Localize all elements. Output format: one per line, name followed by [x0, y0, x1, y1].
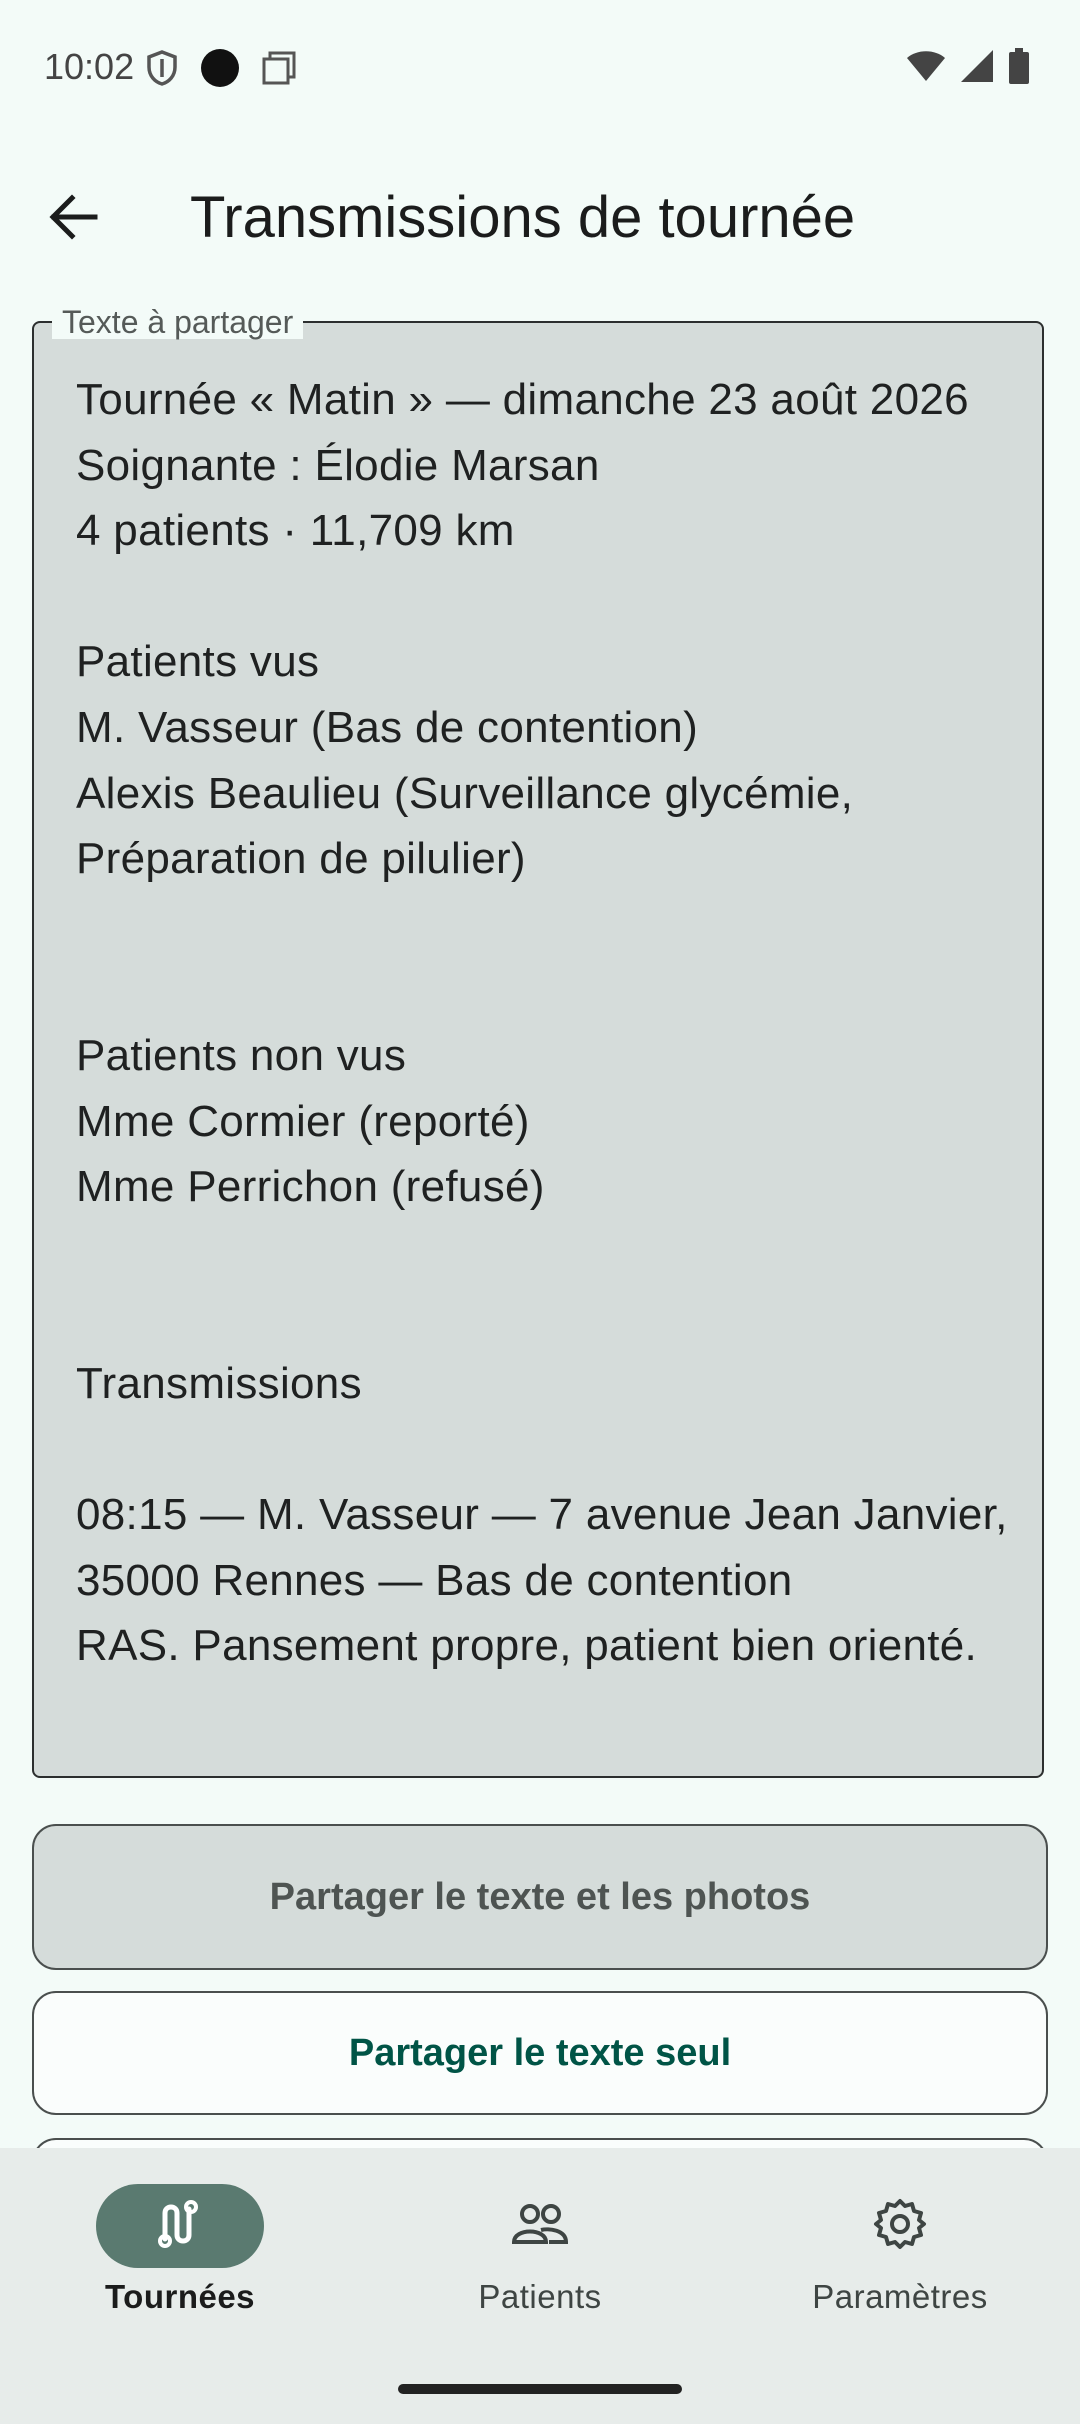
wifi-icon [906, 50, 946, 87]
route-icon [155, 2199, 205, 2254]
nav-label-patients: Patients [478, 2278, 602, 2315]
nav-item-tournees[interactable] [30, 2184, 330, 2316]
nav-label-parametres: Paramètres [812, 2278, 988, 2315]
share-text-field[interactable] [32, 304, 1044, 1778]
arrow-back-icon [48, 194, 98, 245]
screenshot-icon [262, 51, 296, 90]
nav-item-patients[interactable] [390, 2184, 690, 2316]
nav-pill-tournees [96, 2184, 264, 2268]
top-app-bar [0, 160, 1080, 272]
cellular-signal-icon [960, 50, 994, 87]
nav-pill-parametres [816, 2184, 984, 2268]
share-text-and-photos-button[interactable]: Partager le texte et les photos [32, 1824, 1048, 1970]
gear-icon [873, 2197, 927, 2256]
dot-icon [200, 48, 240, 93]
share-text-only-button[interactable]: Partager le texte seul [32, 1991, 1048, 2115]
nav-item-parametres[interactable] [750, 2184, 1050, 2316]
people-icon [511, 2202, 569, 2251]
nav-pill-patients [456, 2184, 624, 2268]
nav-label-tournees: Tournées [104, 2278, 256, 2315]
share-text-content[interactable]: Tournée « Matin » — dimanche 23 août 2026 Soignante : Élodie Marsan 4 patients · 11,709 km Patients vus M. Vasseur (Bas de contention) Alexis Beaulieu (Surveillance glycémie, Préparation de pilulier) Patients non vus Mme Cormier (reporté) Mme Perrichon (refusé) Transmissions 08:15 — M. Vasseur — 7 avenue Jean Janvier, 35000 Rennes — Bas de contention RAS. Pansement propre, patient bien orienté. [76, 375, 1008, 1671]
home-indicator[interactable] [398, 2384, 682, 2394]
share-text-field-label: Texte à partager [52, 305, 303, 339]
status-bar [0, 0, 1080, 140]
page-title: Transmissions de tournée [190, 185, 856, 250]
bottom-navigation [0, 2148, 1080, 2424]
shield-icon [146, 50, 178, 91]
back-button[interactable] [38, 184, 108, 254]
battery-icon [1008, 48, 1030, 89]
status-time: 10:02 [44, 46, 135, 87]
